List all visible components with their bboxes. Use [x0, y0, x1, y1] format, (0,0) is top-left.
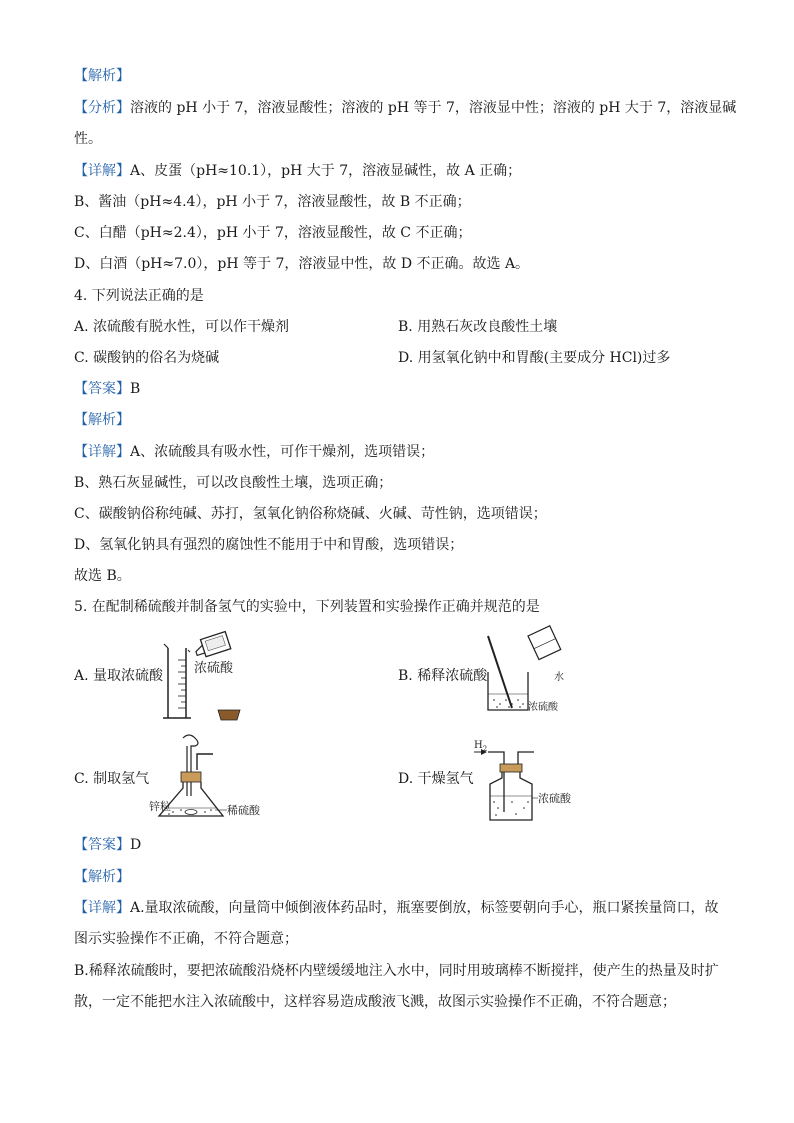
- analysis-paragraph: 【分析】溶液的 pH 小于 7，溶液显酸性；溶液的 pH 等于 7，溶液显中性；溶液的 pH 大于 7，溶液显碱: [74, 100, 737, 116]
- q4-detail-line-c: C、碳酸钠俗称纯碱、苏打，氢氧化钠俗称烧碱、火碱、苛性钠，选项错误；: [74, 506, 547, 522]
- figure-dilution-beaker: [482, 632, 582, 717]
- question-4-stem: 4. 下列说法正确的是: [74, 288, 204, 304]
- detail-tag: 【详解】: [74, 163, 130, 179]
- q4-option-b: B. 用熟石灰改良酸性土壤: [398, 319, 558, 335]
- q5-analysis-heading: 【解析】: [74, 869, 130, 885]
- fig-b-acid: 浓硫酸: [528, 702, 558, 713]
- fig-d-gas: $H_2$: [474, 740, 488, 753]
- detail-paragraph: 【详解】A、皮蛋（pH≈10.1），pH 大于 7，溶液显碱性，故 A 正确；: [74, 163, 522, 179]
- q5-option-c: C. 制取氢气: [74, 771, 150, 787]
- q4-conclusion: 故选 B。: [74, 568, 131, 584]
- q5-option-a: A. 量取浓硫酸: [74, 668, 164, 684]
- fig-c-acid: 稀硫酸: [227, 804, 260, 817]
- analysis-continuation: 性。: [74, 131, 102, 147]
- q4-detail-line-b: B、熟石灰显碱性，可以改良酸性土壤，选项正确；: [74, 475, 393, 491]
- fig-c-zinc: 锌粒: [149, 800, 171, 813]
- detail-line-d: D、白酒（pH≈7.0），pH 等于 7，溶液显中性，故 D 不正确。故选 A。: [74, 256, 530, 272]
- q4-option-d: D. 用氢氧化钠中和胃酸(主要成分 HCl)过多: [398, 350, 671, 366]
- detail-line-b: B、酱油（pH≈4.4），pH 小于 7，溶液显酸性，故 B 不正确；: [74, 194, 471, 210]
- figure-hydrogen-generator: [145, 730, 295, 822]
- q5-answer: 【答案】D: [74, 837, 142, 853]
- q5-option-b: B. 稀释浓硫酸: [398, 668, 488, 684]
- question-5-stem: 5. 在配制稀硫酸并制备氢气的实验中，下列装置和实验操作正确并规范的是: [74, 599, 540, 615]
- figure-measuring-cylinder: [160, 630, 280, 725]
- analysis-heading: 【解析】: [74, 68, 130, 84]
- q5-detail-paragraph: 【详解】A.量取浓硫酸，向量筒中倾倒液体药品时，瓶塞要倒放，标签要朝向手心，瓶口紧挨量筒口，故: [74, 900, 719, 916]
- detail-line-c: C、白醋（pH≈2.4），pH 小于 7，溶液显酸性，故 C 不正确；: [74, 225, 472, 241]
- fig-d-acid: 浓硫酸: [538, 792, 571, 805]
- q5-detail-a-cont: 图示实验操作不正确，不符合题意；: [74, 931, 298, 947]
- q4-option-a: A. 浓硫酸有脱水性，可以作干燥剂: [74, 319, 290, 335]
- figure-gas-drying-bottle: [472, 738, 592, 824]
- fig-b-water: 水: [554, 672, 564, 683]
- q4-option-c: C. 碳酸钠的俗名为烧碱: [74, 350, 220, 366]
- q5-detail-b: B.稀释浓硫酸时，要把浓硫酸沿烧杯内壁缓缓地注入水中，同时用玻璃棒不断搅拌，使产生的热量及时扩: [74, 963, 719, 979]
- q4-answer: 【答案】B: [74, 381, 141, 397]
- q5-detail-b-cont: 散，一定不能把水注入浓硫酸中，这样容易造成酸液飞溅，故图示实验操作不正确，不符合题意；: [74, 994, 676, 1010]
- q4-analysis-heading: 【解析】: [74, 412, 130, 428]
- q4-detail-line-d: D、氢氧化钠具有强烈的腐蚀性不能用于中和胃酸，选项错误；: [74, 537, 464, 553]
- q4-detail-paragraph: 【详解】A、浓硫酸具有吸水性，可作干燥剂，选项错误；: [74, 444, 435, 460]
- q5-option-d: D. 干燥氢气: [398, 771, 474, 787]
- fenxi-tag: 【分析】: [74, 100, 130, 116]
- fig-a-label: 浓硫酸: [194, 661, 234, 676]
